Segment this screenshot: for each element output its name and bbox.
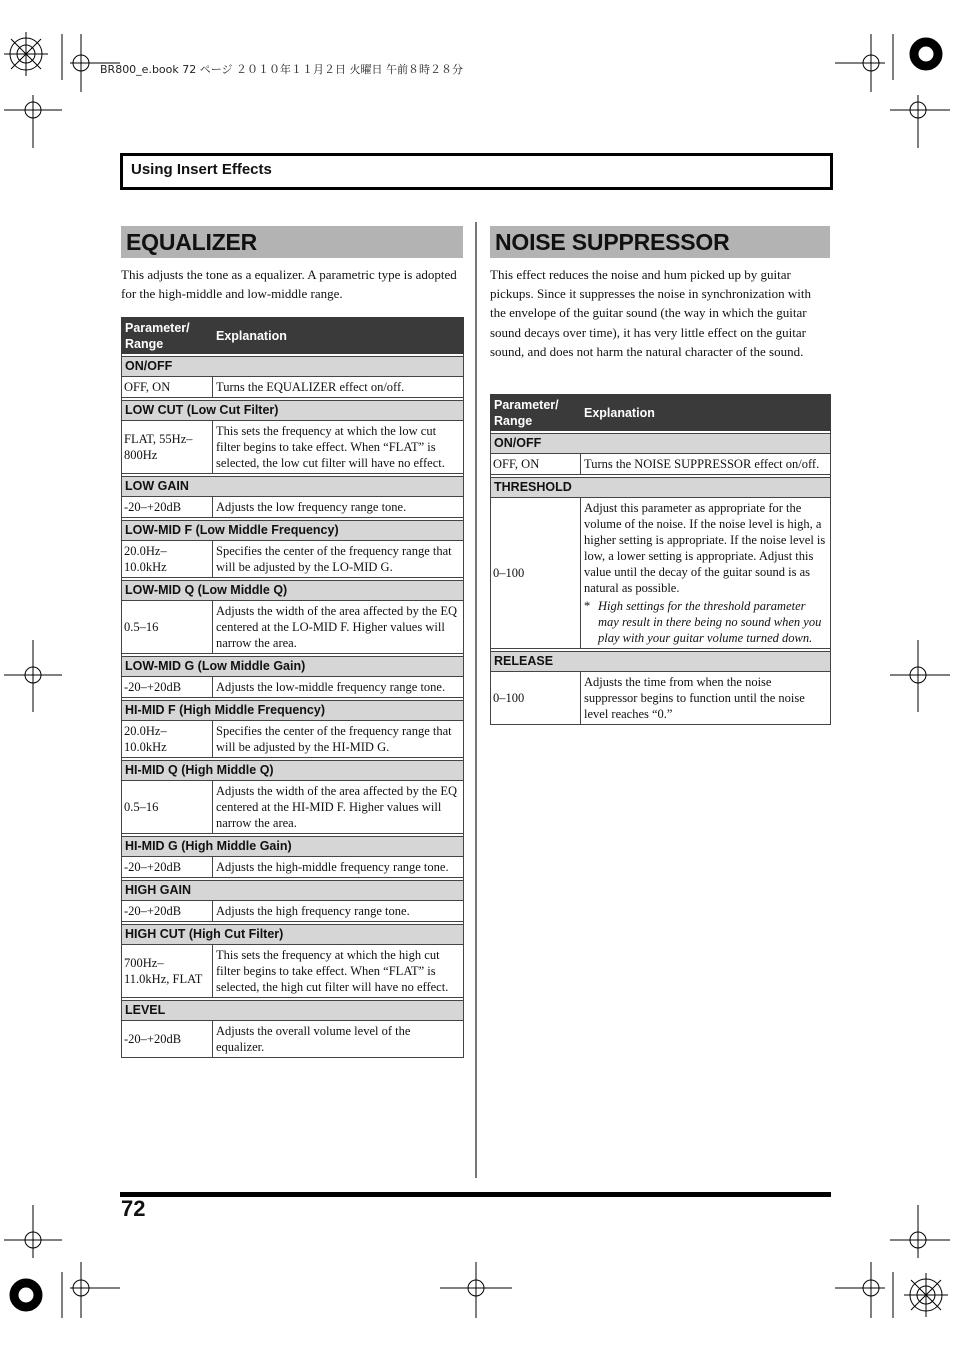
parameter-value-row bbox=[122, 677, 464, 698]
col-header-param: Parameter/ Range bbox=[122, 318, 213, 354]
parameter-value-row bbox=[122, 497, 464, 518]
parameter-group-row bbox=[122, 657, 464, 677]
parameter-value-row bbox=[122, 421, 464, 474]
footer-rule bbox=[120, 1192, 831, 1197]
parameter-name: HIGH CUT (High Cut Filter) bbox=[122, 925, 464, 945]
parameter-range: 20.0Hz– 10.0kHz bbox=[122, 721, 213, 758]
col-header-explanation: Explanation bbox=[213, 318, 464, 354]
col-header-param: Parameter/ Range bbox=[491, 395, 581, 431]
parameter-name: RELEASE bbox=[491, 652, 831, 672]
parameter-range: 20.0Hz– 10.0kHz bbox=[122, 541, 213, 578]
file-header: BR800_e.book 72 ページ ２０１０年１１月２日 火曜日 午前８時２８分 bbox=[100, 63, 464, 76]
parameter-explanation bbox=[213, 497, 464, 518]
explanation-text: Turns the EQUALIZER effect on/off. bbox=[216, 380, 405, 394]
col-header-explanation: Explanation bbox=[581, 395, 831, 431]
parameter-explanation bbox=[213, 421, 464, 474]
explanation-text: Adjusts the high frequency range tone. bbox=[216, 904, 410, 918]
section-title-box bbox=[120, 153, 833, 190]
explanation-note bbox=[584, 598, 827, 646]
parameter-group-row bbox=[122, 837, 464, 857]
parameter-name: HI-MID F (High Middle Frequency) bbox=[122, 701, 464, 721]
parameter-group-row bbox=[491, 652, 831, 672]
explanation-text: Adjusts the low-middle frequency range tone. bbox=[216, 680, 446, 694]
noise-suppressor-heading: NOISE SUPPRESSOR bbox=[490, 226, 830, 258]
explanation-text: Adjusts the high-middle frequency range tone. bbox=[216, 860, 449, 874]
parameter-group-row bbox=[122, 477, 464, 497]
explanation-text: This sets the frequency at which the low cut filter begins to take effect. When “FLAT” is selected, the low cut filter will have no effect. bbox=[216, 424, 445, 470]
parameter-name: LOW-MID G (Low Middle Gain) bbox=[122, 657, 464, 677]
parameter-explanation bbox=[213, 945, 464, 998]
parameter-group-row bbox=[122, 881, 464, 901]
parameter-value-row bbox=[122, 901, 464, 922]
noise-suppressor-table bbox=[490, 394, 831, 725]
parameter-range: 700Hz– 11.0kHz, FLAT bbox=[122, 945, 213, 998]
parameter-range: OFF, ON bbox=[491, 454, 581, 475]
parameter-name: ON/OFF bbox=[122, 357, 464, 377]
parameter-range: -20–+20dB bbox=[122, 497, 213, 518]
parameter-range: 0.5–16 bbox=[122, 781, 213, 834]
parameter-range: -20–+20dB bbox=[122, 677, 213, 698]
parameter-name: HI-MID Q (High Middle Q) bbox=[122, 761, 464, 781]
parameter-name: HIGH GAIN bbox=[122, 881, 464, 901]
parameter-group-row bbox=[491, 434, 831, 454]
parameter-range: FLAT, 55Hz–800Hz bbox=[122, 421, 213, 474]
parameter-name: LOW-MID Q (Low Middle Q) bbox=[122, 581, 464, 601]
note-text: High settings for the threshold parameter may result in there being no sound when you play with your guitar volume turned down. bbox=[598, 599, 822, 645]
parameter-range: 0–100 bbox=[491, 498, 581, 649]
parameter-value-row bbox=[491, 454, 831, 475]
parameter-explanation bbox=[213, 721, 464, 758]
note-marker: * bbox=[584, 599, 591, 613]
explanation-text: Adjusts the width of the area affected by the EQ centered at the LO-MID F. Higher values will narrow the area. bbox=[216, 604, 458, 650]
explanation-text: Adjusts the low frequency range tone. bbox=[216, 500, 407, 514]
parameter-group-row bbox=[122, 357, 464, 377]
parameter-explanation bbox=[213, 677, 464, 698]
parameter-name: LOW-MID F (Low Middle Frequency) bbox=[122, 521, 464, 541]
parameter-explanation bbox=[213, 601, 464, 654]
parameter-group-row bbox=[122, 1001, 464, 1021]
parameter-range: -20–+20dB bbox=[122, 901, 213, 922]
parameter-group-row bbox=[122, 761, 464, 781]
parameter-value-row bbox=[122, 721, 464, 758]
parameter-name: LEVEL bbox=[122, 1001, 464, 1021]
parameter-range: -20–+20dB bbox=[122, 857, 213, 878]
parameter-name: HI-MID G (High Middle Gain) bbox=[122, 837, 464, 857]
parameter-value-row bbox=[122, 541, 464, 578]
equalizer-intro: This adjusts the tone as a equalizer. A parametric type is adopted for the high-middle and low-middle range. bbox=[121, 267, 457, 302]
parameter-explanation bbox=[213, 541, 464, 578]
parameter-group-row bbox=[122, 701, 464, 721]
parameter-explanation bbox=[581, 498, 831, 649]
parameter-explanation bbox=[213, 1021, 464, 1058]
parameter-range: -20–+20dB bbox=[122, 1021, 213, 1058]
parameter-name: ON/OFF bbox=[491, 434, 831, 454]
parameter-group-row bbox=[122, 925, 464, 945]
equalizer-heading: EQUALIZER bbox=[121, 226, 463, 258]
parameter-explanation bbox=[213, 857, 464, 878]
explanation-text: This sets the frequency at which the high cut filter begins to take effect. When “FLAT” is selected, the high cut filter will have no effect. bbox=[216, 948, 449, 994]
explanation-text: Adjusts the width of the area affected by the EQ centered at the HI-MID F. Higher values will narrow the area. bbox=[216, 784, 458, 830]
parameter-explanation bbox=[581, 672, 831, 725]
equalizer-table bbox=[121, 317, 464, 1058]
parameter-range: OFF, ON bbox=[122, 377, 213, 398]
parameter-value-row bbox=[122, 601, 464, 654]
parameter-group-row bbox=[122, 581, 464, 601]
parameter-name: THRESHOLD bbox=[491, 478, 831, 498]
parameter-name: LOW GAIN bbox=[122, 477, 464, 497]
explanation-text: Specifies the center of the frequency range that will be adjusted by the HI-MID G. bbox=[216, 724, 452, 754]
parameter-explanation bbox=[581, 454, 831, 475]
section-title: Using Insert Effects bbox=[131, 161, 272, 178]
parameter-group-row bbox=[122, 401, 464, 421]
parameter-value-row bbox=[122, 857, 464, 878]
page-number: 72 bbox=[121, 1196, 146, 1221]
parameter-value-row bbox=[122, 781, 464, 834]
explanation-text: Turns the NOISE SUPPRESSOR effect on/off. bbox=[584, 457, 820, 471]
noise-suppressor-intro: This effect reduces the noise and hum picked up by guitar pickups. Since it suppresses the noise in synchronization with the envelope of the guitar sound (the way in which the guitar sound decays over time), it has very little effect on the guitar sound, and does not harm the natural character of the sound. bbox=[490, 267, 811, 359]
explanation-text: Adjust this parameter as appropriate for the volume of the noise. If the noise level is high, a higher setting is appropriate. If the noise level is low, a lower setting is appropriate. Adjust this value until the decay of the guitar sound is as natural as possible. bbox=[584, 501, 826, 595]
parameter-explanation bbox=[213, 901, 464, 922]
parameter-group-row bbox=[122, 521, 464, 541]
parameter-value-row bbox=[122, 1021, 464, 1058]
parameter-name: LOW CUT (Low Cut Filter) bbox=[122, 401, 464, 421]
parameter-range: 0–100 bbox=[491, 672, 581, 725]
parameter-value-row bbox=[491, 672, 831, 725]
parameter-value-row bbox=[122, 377, 464, 398]
parameter-value-row bbox=[491, 498, 831, 649]
explanation-text: Specifies the center of the frequency range that will be adjusted by the LO-MID G. bbox=[216, 544, 452, 574]
explanation-text: Adjusts the time from when the noise suppressor begins to function until the noise level reaches “0.” bbox=[584, 675, 805, 721]
parameter-value-row bbox=[122, 945, 464, 998]
column-divider bbox=[475, 222, 477, 1178]
parameter-range: 0.5–16 bbox=[122, 601, 213, 654]
parameter-group-row bbox=[491, 478, 831, 498]
explanation-text: Adjusts the overall volume level of the equalizer. bbox=[216, 1024, 411, 1054]
parameter-explanation bbox=[213, 377, 464, 398]
parameter-explanation bbox=[213, 781, 464, 834]
